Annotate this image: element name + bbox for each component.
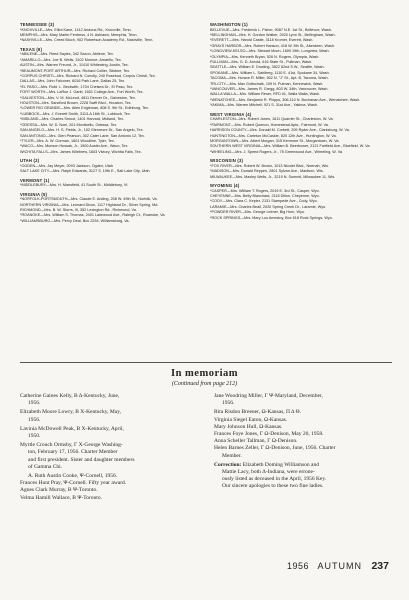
- chapter-entry: HOUSTON—Mrs. Sandford Brown, 2228 Swift Blvd., Houston, Tex.: [20, 101, 132, 106]
- correction-line: ously listed as deceased in the April, 1956 Key.: [222, 476, 327, 483]
- chapter-entry: HUNTINGTON—Mrs. Carleton McCaskie, 820 12th Ave., Huntington, W. Va.: [210, 133, 337, 138]
- chapter-entry: SPOKANE—Mrs. William L. Sahlberg, 1110 E. 41st, Spokane 34, Wash.: [210, 70, 330, 75]
- memoriam-column-left: [20, 393, 198, 502]
- chapter-entry: *EVERETT—Mrs. Harold Castle, 3118 Kromer, Everett, Wash.: [210, 38, 314, 43]
- chapter-entry: MEMPHIS—Mrs. Mary Martin Fentress, 4 N. Ashlawn, Memphis, Tenn.: [20, 33, 138, 37]
- chapter-entry: TRI-CITY—Mrs. Max Gottschalk, 109 N. Pulman, Kennewick, Wash.: [210, 81, 324, 86]
- correction-line: Mattie Lacy, both Δ-Indiana, were errone-: [222, 469, 315, 476]
- chapter-entry: SOUTHERN WEST VIRGINIA—Mrs. William B. Beerbower, 2121 Fairfield Ave., Bluefield, W. Va.: [210, 144, 371, 149]
- chapter-entry: HARRISON COUNTY—Mrs. Donald M. Corbett, 209 Ryder Ave., Clarksburg, W. Va.: [210, 128, 350, 133]
- memoriam-line: Frances Foye Jones, Γ Ω-Denison, May 20, 1958.: [214, 431, 324, 438]
- chapter-entry: LARAMIE—Mrs. Charles Beall, 2020 Spring Creek Dr., Laramie, Wyo.: [210, 204, 327, 209]
- chapter-entry: *LOWER RIO GRANDE—Mrs. Allen Engleman, 808 S. 9th St., Edinburg, Tex.: [20, 106, 149, 111]
- chapter-entry: *EL PASO—Mrs. Robt. L. Beckwith, 1704 Chelsea Dr., El Paso, Tex.: [20, 84, 134, 89]
- chapter-entry: CHEYENNE—Mrs. Betty Blanchard, 2118 Dillon, Cheyenne, Wyo.: [210, 193, 320, 198]
- chapter-entry: *VANCOUVER—Mrs. James R. Gregg, 803 W. 34th, Vancouver, Wash.: [210, 87, 329, 92]
- chapter-entry: DALLAS—Mrs. John Falconer, 6016 Park Lane, Dallas 25, Tex.: [20, 79, 126, 84]
- state-heading: WASHINGTON (1): [210, 22, 248, 27]
- chapter-entry: *TYLER—Mrs. A. W. Gorman, 1601 Woodline, Tyler, Tex.: [20, 138, 115, 143]
- chapter-entry: YAKIMA—Mrs. Warren Mitchell, 921 S. 31st Ave., Yakima, Wash.: [210, 103, 319, 108]
- state-section: [20, 22, 202, 44]
- memoriam-line: of Gamma Chi.: [28, 463, 63, 470]
- chapter-entry: *FAIRMONT—Mrs. Robert Quenon, Homestead Apts., Fairmont, W. Va.: [210, 122, 329, 127]
- state-section: [210, 22, 392, 109]
- correction-line: Elizabeth Doming Williamson and: [242, 461, 319, 468]
- chapter-entry: AUSTIN—Mrs. Warren Freund, Jr., 11410 Whitewing, Austin, Tex.: [20, 63, 129, 68]
- memoriam-line: Agnes Clark Murray, Β Ψ-Toronto.: [20, 487, 98, 494]
- chapter-entry: *MADISON—Mrs. Donald Reppen, 2801 Sylvan Ave., Madison, Wis.: [210, 169, 324, 174]
- state-section: [20, 47, 202, 155]
- page-number: 237: [371, 560, 389, 572]
- chapter-entry: *OLYMPIA—Mrs. Kenneth Bryan, 526 N. Rogers, Olympia, Wash.: [210, 54, 320, 59]
- chapter-entry: *ROCK SPRINGS—Mrs. Mary Lou Amestoy, Box 518 Rock Springs, Wyo.: [210, 215, 333, 220]
- memoriam-line: 1956.: [28, 400, 41, 407]
- chapter-entry: *KNOXVILLE—Mrs. Elliot Kane, 1412 Andona Rd., Knoxville, Tenn.: [20, 27, 132, 32]
- state-section: [20, 158, 202, 174]
- chapter-entry: *POWDER RIVER—Mrs. George Leimer, Big Horn, Wyo.: [210, 210, 305, 215]
- memoriam-line: Member.: [222, 452, 242, 459]
- chapter-entry: FORT WORTH—Mrs. LaRue J. Gantt, 1601 College Ave., Fort Worth, Tex.: [20, 90, 144, 95]
- chapter-directory: [20, 22, 392, 227]
- chapter-entry: *BELLINGHAM—Mrs. H. Gordon Walker, 2920 Lynn St., Bellingham, Wash.: [210, 33, 336, 37]
- chapter-entry: *LONGVIEW-KELSO—Mrs. Stewart Moon, 1609 19th, Longview, Wash.: [210, 49, 330, 54]
- chapter-entry: *MIDDLEBURY—Mrs. H. Mansfield, 41 South St., Middlebury, Vt.: [20, 183, 129, 188]
- state-heading: WYOMING (4): [210, 182, 240, 188]
- memoriam-line: A. Ruth Austin Cooke, Ψ-Cornell, 1956.: [28, 473, 118, 480]
- directory-column-right: [210, 22, 392, 227]
- chapter-entry: *WHEELING—Mrs. J. Speed Rogers, Jr., 75 Greenwood Ave., Wheeling, W. Va.: [210, 149, 344, 154]
- chapter-entry: *ABILENE—Mrs. Reed Sayles, 342 Saxon, Abilene, Tex.: [20, 52, 114, 57]
- state-section: [210, 158, 392, 180]
- state-heading: UTAH (2): [20, 158, 40, 164]
- memoriam-line: Helen Barnes Zeller, Γ Ω-Denison, June, 1956. Charter: [214, 445, 336, 452]
- page-footer: [287, 556, 389, 574]
- chapter-entry: WALLA WALLA—Mrs. William Reser, RFD #1, Walla Walla, Wash.: [210, 92, 321, 97]
- chapter-entry: *GALVESTON—Mrs. V. M. McLeod, 4811 Denver Dr., Galveston, Tex.: [20, 95, 136, 100]
- chapter-entry: *ROANOKE—Mrs. William S. Thomas, 2401 Lakewood Ave., Raleigh Ct., Roanoke, Va.: [20, 213, 166, 218]
- state-heading: WEST VIRGINIA (4): [210, 111, 252, 117]
- memoriam-line: Rita Risdon Breener, Ω-Kansas, Π Δ Θ.: [214, 409, 301, 416]
- chapter-entry: *BEAUMONT-PORT ARTHUR—Mrs. Richard Collier, Silsbee, Tex.: [20, 68, 131, 73]
- state-section: [210, 183, 392, 221]
- state-section: [20, 192, 202, 225]
- memoriam-line: Myrtle Crouch Ormsby, Γ Χ-George Washing-: [20, 442, 123, 449]
- chapter-entry: *WENATCHEE—Mrs. Benjamin R. Phipps, 306-110 N. Buchanan Ave., Wenatchee, Wash.: [210, 97, 361, 102]
- memoriam-line: Mary Johnson Hull, Ω-Kansas.: [214, 423, 283, 430]
- memoriam-title: In memoriam: [170, 368, 239, 379]
- chapter-entry: *GRAYS HARBOR—Mrs. Robert Hanson, 418 W. 5th St., Aberdeen, Wash.: [210, 43, 336, 48]
- chapter-entry: TACOMA—Mrs. Horace R. Miller, 502 N. "J" St., Apt. B, Tacoma, Wash.: [210, 76, 329, 81]
- chapter-entry: *AMARILLO—Mrs. Joe B. Wells, 3102 Monroe, Amarillo, Tex.: [20, 57, 122, 62]
- chapter-entry: *ODESSA—Mrs. W. D. Noel, 201 Monticello, Odessa, Tex.: [20, 122, 118, 127]
- memoriam-line: Velma Hamill Wallace, Β Ψ-Toronto.: [20, 494, 102, 501]
- state-heading: TENNESSEE (3): [20, 22, 55, 27]
- chapter-entry: MORGANTOWN—Mrs. Albert Morgan, 315 Kenmore St., Morgantown, W. Va.: [210, 138, 340, 143]
- state-section: [20, 178, 202, 189]
- chapter-entry: *WACO—Mrs. Munson Hussak, Jr., 1900 Austin Ave., Waco, Tex.: [20, 144, 129, 149]
- chapter-entry: *CODY—Mrs. Clara C. Kepler, 2131 Stampede Ave., Cody, Wyo.: [210, 199, 318, 204]
- memoriam-line: 1950.: [28, 433, 41, 440]
- chapter-entry: *LUBBOCK—Mrs. J. Everett Smith, 3113-A 16th St., Lubbock, Tex.: [20, 111, 131, 116]
- chapter-entry: *WILLIAMSBURG—Mrs. Percy Deal, Box 2294, Williamsburg, Va.: [20, 218, 130, 223]
- memoriam-line: ton, February 17, 1956. Charter Member: [28, 449, 118, 456]
- memoriam-line: Jane Woodring Miller, Γ Ψ-Maryland, December,: [214, 393, 323, 399]
- memoriam-line: and first president. Sister and daughter members: [28, 456, 135, 463]
- chapter-entry: SEATTLE—Mrs. William E. Dowling, 3822 52nd S.W., Seattle, Wash.: [210, 65, 325, 70]
- chapter-entry: SALT LAKE CITY—Mrs. Ralph Edwards, 3127 S. 19th E., Salt Lake City, Utah: [20, 169, 150, 174]
- chapter-entry: BELLEVUE—Mrs. Frederick L. Fisher, 9087 N.E. 1st St., Bellevue, Wash.: [210, 27, 332, 32]
- memoriam-line: Lavinia McDowell Peak, Β Χ-Kentucky, April,: [20, 425, 124, 432]
- chapter-entry: *NASHVILLE—Mrs. Creed Bloch, 902 Robertson Academy Rd., Nashville, Tenn.: [20, 38, 154, 43]
- chapter-entry: *NORFOLK-PORTSMOUTH—Mrs. Claude E. Anding, 208 W. 49th St., Norfolk, Va.: [20, 197, 158, 202]
- issue-season: AUTUMN: [317, 561, 363, 571]
- memoriam-line: 1956.: [28, 416, 41, 423]
- section-divider: [20, 362, 392, 363]
- correction-notice: [214, 462, 392, 469]
- chapter-entry: *CASPER—Mrs. William T. Rogers, 2019 E. 3rd St., Casper, Wyo.: [210, 188, 320, 193]
- memoriam-line: Virginia Siegel Eaton, Ω-Kansas.: [214, 416, 288, 423]
- chapter-entry: CHARLESTON—Mrs. Robert Jones, 1611 Quarrier St., Charleston, W. Va.: [210, 117, 334, 122]
- chapter-entry: WICHITA FALLS—Mrs. James Killebrew, 1603 Victory, Wichita Falls, Tex.: [20, 149, 142, 154]
- memoriam-line: Elizabeth Moore Lowry, Β Χ-Kentucky, May,: [20, 409, 121, 416]
- chapter-entry: *MIDLAND—Mrs. Charles Smoot, 1401 Harvard, Midland, Tex.: [20, 117, 125, 122]
- chapter-entry: NORTHERN VIRGINIA—Mrs. Leonard Dixon, 1117 Highland Dr., Silver Spring, Md.: [20, 202, 159, 207]
- memoriam-list: [20, 393, 392, 502]
- memoriam-subtitle: (Continued from page 212): [171, 381, 238, 387]
- correction-line: Our sincere apologies to these two fine ladies.: [222, 483, 324, 490]
- chapter-entry: MILWAUKEE—Mrs. Maxley Wells, Jr., 3219 N. Summit, Milwaukee 11, Wis.: [210, 174, 336, 179]
- memoriam-right-entries: [214, 393, 392, 460]
- memoriam-line: 1956.: [222, 400, 235, 407]
- state-heading: VIRGINIA (5): [20, 191, 48, 197]
- state-section: [210, 112, 392, 155]
- directory-column-left: [20, 22, 202, 227]
- chapter-entry: SAN ANTONIO—Mrs. Glen Pearson, 302 Cater Lane, San Antonio 12, Tex.: [20, 133, 145, 138]
- state-heading: TEXAS (9): [20, 46, 43, 52]
- memoriam-column-right: [214, 393, 392, 502]
- state-heading: WISCONSIN (3): [210, 158, 244, 164]
- chapter-entry: PULLMAN—Mrs. G. D. Arnold, 616 State St., Pullman, Wash.: [210, 60, 313, 65]
- memoriam-line: Anna Scheller Tallman, Γ Ω-Denison.: [214, 438, 298, 445]
- issue-year: 1956: [287, 561, 310, 571]
- correction-label: Correction:: [214, 461, 242, 468]
- chapter-entry: *FOX RIVER—Mrs. Robert W. Brown, 1013 Nicolet Blvd., Neenah, Wis.: [210, 163, 329, 168]
- chapter-entry: *OGDEN—Mrs. Jay Meyer, 2093 Jackson, Ogden, Utah: [20, 163, 113, 168]
- memoriam-line: Catherine Gaines Kelly, Β Δ-Kentucky, June,: [20, 393, 120, 399]
- chapter-entry: RICHMOND—Mrs. B. W. Storrs, III, 352 Lexington Rd., Richmond, Va.: [20, 207, 137, 212]
- memoriam-line: Frances Hunt Pray, Ψ-Cornell. Fifty year award.: [20, 480, 127, 487]
- chapter-entry: SAN ANGELO—Mrs. H. S. Fields, Jr., 102 Glenmore Dr., San Angelo, Tex.: [20, 128, 144, 133]
- chapter-entry: *CORPUS CHRISTI—Mrs. Richard N. Conolly, 240 Rosebud, Corpus Christi, Tex.: [20, 74, 156, 79]
- state-heading: VERMONT (1): [20, 177, 50, 183]
